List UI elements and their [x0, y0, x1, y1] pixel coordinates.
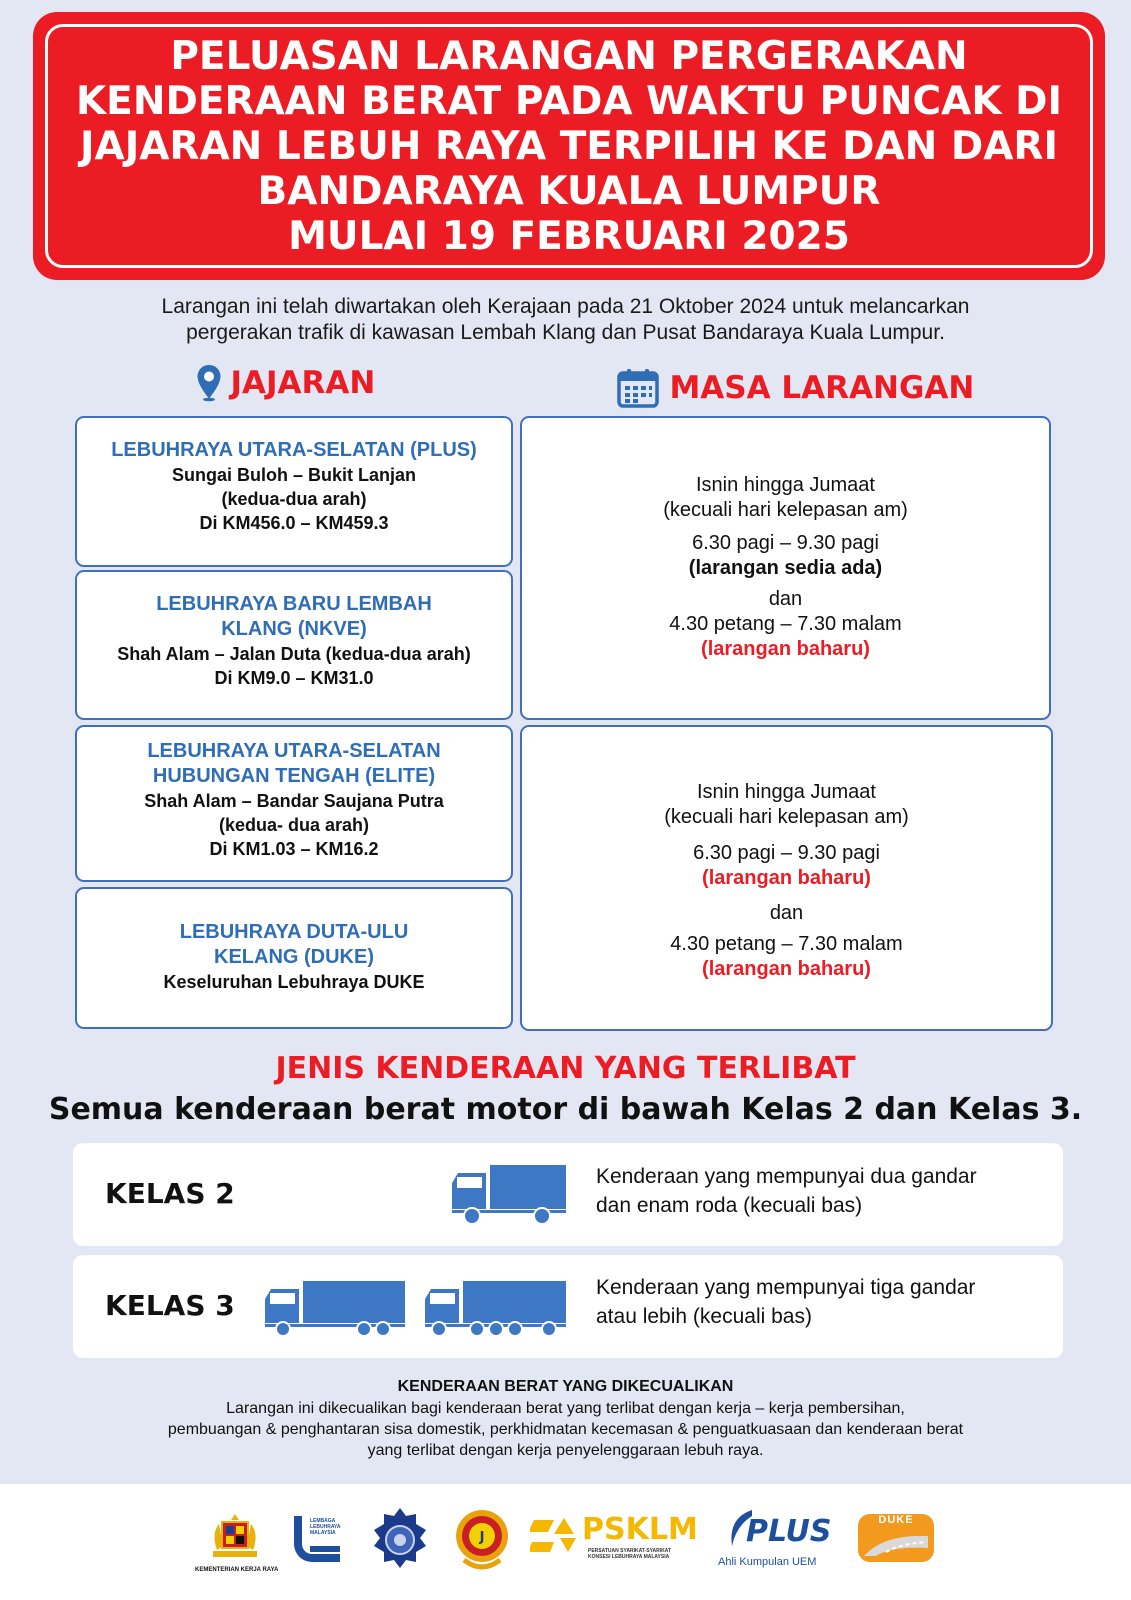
title-line: JAJARAN LEBUH RAYA TERPILIH KE DAN DARI — [80, 124, 1058, 169]
route-detail: Shah Alam – Jalan Duta (kedua-dua arah) — [117, 644, 471, 664]
route-box-elite — [75, 725, 513, 882]
class-2-card — [73, 1143, 1063, 1246]
llm-text — [310, 1518, 340, 1536]
svg-text:J: J — [479, 1530, 485, 1545]
jajaran-label: JAJARAN — [230, 365, 376, 401]
time-and: dan — [769, 902, 804, 924]
vehicle-section-subtitle: Semua kenderaan berat motor di bawah Kelas 2 dan Kelas 3. — [48, 1092, 1083, 1127]
location-pin-icon — [196, 364, 222, 402]
title-line: BANDARAYA KUALA LUMPUR — [257, 169, 881, 214]
route-detail: Shah Alam – Bandar Saujana Putra — [144, 791, 444, 811]
route-title: LEBUHRAYA DUTA-ULU — [179, 921, 409, 943]
exempt-line: Larangan ini dikecualikan bagi kenderaan berat yang terlibat dengan kerja – kerja pembersihan, — [226, 1400, 905, 1417]
time-and: dan — [768, 588, 803, 610]
jpj-badge-icon — [452, 1506, 512, 1572]
masa-label: MASA LARANGAN — [669, 370, 975, 406]
route-detail: Di KM1.03 – KM16.2 — [209, 839, 379, 859]
time-except: (kecuali hari kelepasan am) — [663, 499, 908, 521]
route-detail: Di KM456.0 – KM459.3 — [199, 513, 389, 533]
psklm-sub-line: PERSATUAN SYARIKAT-SYARIKAT — [588, 1548, 671, 1554]
time-morning-note: (larangan baharu) — [702, 867, 871, 889]
coat-of-arms-icon — [195, 1510, 275, 1562]
class-desc-line: Kenderaan yang mempunyai tiga gandar — [596, 1276, 976, 1299]
route-title: LEBUHRAYA UTARA-SELATAN (PLUS) — [111, 439, 477, 461]
llm-logo — [288, 1512, 348, 1572]
psklm-logo — [530, 1512, 698, 1572]
exempt-title: KENDERAAN BERAT YANG DIKECUALIKAN — [397, 1378, 734, 1395]
plus-text: PLUS — [746, 1514, 832, 1549]
duke-text: DUKE — [878, 1514, 914, 1526]
class-desc-line: atau lebih (kecuali bas) — [596, 1305, 812, 1328]
route-title: HUBUNGAN TENGAH (ELITE) — [152, 765, 436, 787]
psklm-text: PSKLM — [582, 1512, 698, 1547]
two-axle-truck-icon — [450, 1163, 568, 1225]
llm-line: MALAYSIA — [310, 1530, 336, 1536]
time-evening: 4.30 petang – 7.30 malam — [669, 613, 902, 635]
route-detail: Keseluruhan Lebuhraya DUKE — [163, 972, 425, 992]
route-title: LEBUHRAYA BARU LEMBAH — [156, 593, 432, 615]
intro-text — [60, 294, 1071, 346]
time-evening: 4.30 petang – 7.30 malam — [670, 933, 903, 955]
kkr-logo — [195, 1510, 279, 1580]
time-morning: 6.30 pagi – 9.30 pagi — [692, 532, 879, 554]
title-line: MULAI 19 FEBRUARI 2025 — [288, 214, 850, 259]
llm-line: LEBUHRAYA — [310, 1524, 341, 1530]
time-days: Isnin hingga Jumaat — [695, 474, 875, 496]
route-box-nkve — [75, 570, 513, 720]
route-detail: Di KM9.0 – KM31.0 — [214, 668, 374, 688]
route-box-plus — [75, 416, 513, 567]
kkr-text: KEMENTERIAN KERJA RAYA — [195, 1567, 279, 1573]
class-description — [596, 1162, 977, 1220]
exempt-line: pembuangan & penghantaran sisa domestik, perkhidmatan kecemasan & penguatkuasaan dan kenderaan berat — [167, 1421, 964, 1438]
jpj-logo — [452, 1506, 512, 1574]
route-title: LEBUHRAYA UTARA-SELATAN — [147, 740, 441, 762]
title-line: PELUASAN LARANGAN PERGERAKAN — [170, 34, 968, 79]
exempt-line: yang terlibat dengan kerja penyelenggaraan lebuh raya. — [367, 1442, 764, 1459]
time-box-2 — [520, 725, 1053, 1031]
class-desc-line: Kenderaan yang mempunyai dua gandar — [596, 1165, 977, 1188]
police-logo — [370, 1506, 430, 1574]
route-detail: Sungai Buloh – Bukit Lanjan — [171, 465, 416, 485]
class-3-card — [73, 1255, 1063, 1358]
time-box-1 — [520, 416, 1051, 720]
class-label: KELAS 2 — [105, 1177, 235, 1210]
psklm-emblem-icon — [530, 1512, 590, 1558]
route-box-duke — [75, 887, 513, 1029]
vehicle-section-title: JENIS KENDERAAN YANG TERLIBAT — [275, 1051, 856, 1086]
page-title — [60, 34, 1078, 259]
multi-axle-truck-icon — [263, 1279, 407, 1337]
intro-line: pergerakan trafik di kawasan Lembah Klang dan Pusat Bandaraya Kuala Lumpur. — [186, 321, 945, 344]
time-evening-note: (larangan baharu) — [701, 638, 870, 660]
class-description — [596, 1273, 975, 1331]
multi-axle-truck-icon — [423, 1279, 568, 1337]
time-except: (kecuali hari kelepasan am) — [664, 806, 909, 828]
psklm-sub-line: KONSESI LEBUHRAYA MALAYSIA — [588, 1554, 670, 1560]
intro-line: Larangan ini telah diwartakan oleh Kerajaan pada 21 Oktober 2024 untuk melancarkan — [161, 295, 970, 318]
time-evening-note: (larangan baharu) — [702, 958, 871, 980]
masa-header — [617, 368, 974, 408]
class-desc-line: dan enam roda (kecuali bas) — [596, 1194, 863, 1217]
route-detail: (kedua-dua arah) — [221, 489, 367, 509]
footer-logos — [0, 1484, 1131, 1600]
jajaran-header — [196, 364, 375, 402]
calendar-icon — [617, 368, 659, 408]
route-detail: (kedua- dua arah) — [218, 815, 370, 835]
duke-logo — [856, 1512, 936, 1564]
llm-line: LEMBAGA — [310, 1518, 336, 1524]
time-days: Isnin hingga Jumaat — [696, 781, 876, 803]
psklm-subtext — [588, 1548, 671, 1560]
class-label: KELAS 3 — [105, 1289, 235, 1322]
time-morning-note: (larangan sedia ada) — [688, 557, 883, 579]
title-line: KENDERAAN BERAT PADA WAKTU PUNCAK DI — [75, 79, 1063, 124]
time-morning: 6.30 pagi – 9.30 pagi — [693, 842, 880, 864]
plus-logo — [712, 1506, 832, 1576]
exempt-text — [90, 1398, 1041, 1461]
route-title: KELANG (DUKE) — [214, 946, 374, 968]
police-badge-icon — [370, 1506, 430, 1574]
plus-subtext: Ahli Kumpulan UEM — [718, 1556, 817, 1568]
route-title: KLANG (NKVE) — [221, 618, 367, 640]
